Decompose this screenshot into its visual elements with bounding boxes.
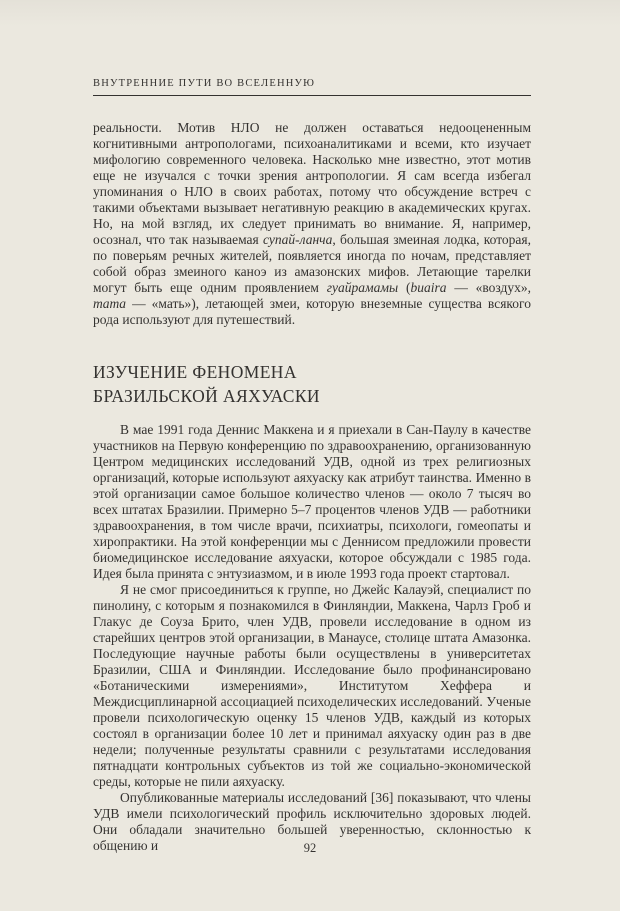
text-run: В мае 1991 года Деннис Маккена и я приехали в Сан-Паулу в качестве участников на Первую конференцию по здравоохранению, организованную Центром медицинских исследований УДВ, одной из трех религиозных организаций, которые используют аяхуаску как атрибут таинства. Именно в этой организации самое большое количество членов — около 7 тысяч во всех штатах Бразилии. Примерно 5–7 процентов членов УДВ — работники здравоохранения, в том числе врачи, психиатры, психологи, гомеопаты и хиропрактики. На этой конференции мы с Деннисом предложили провести биомедицинское исследование аяхуаски, которое обсуждали с 1985 года. Идея была принята с энтузиазмом, и в июле 1993 года проект стартовал.: [93, 422, 531, 581]
body-paragraph: [93, 582, 531, 790]
text-run: (: [398, 280, 411, 295]
text-run: — «мать»), летающей змеи, которую внеземные существа всякого рода используют для путешествий.: [93, 296, 531, 327]
text-run: , большая змеиная лодка, которая, по поверьям речных жителей, появляется иногда по ночам, представляет собой образ змеиного каноэ из амазонских мифов. Летающие тарелки могут быть еще одним проявлением: [93, 232, 531, 295]
page-body: [93, 120, 531, 854]
page-header: [93, 78, 531, 96]
section-heading: ИЗУЧЕНИЕ ФЕНОМЕНА БРАЗИЛЬСКОЙ АЯХУАСКИ: [93, 362, 320, 406]
page-number: 92: [303, 841, 317, 855]
body-paragraph: [93, 120, 531, 328]
running-head: ВНУТРЕННИЕ ПУТИ ВО ВСЕЛЕННУЮ: [93, 78, 316, 89]
text-run: — «воздух»,: [446, 280, 532, 295]
text-run: реальности. Мотив НЛО не должен оставаться недооцененным когнитивными антропологами, психоаналитиками и всеми, кто изучает мифологию современного человека. Насколько мне известно, этот мотив еще не изучался с точки зрения антропологии. Я сам всегда избегал упоминания о НЛО в своих работах, потому что обсуждение встреч с такими объектами вызывает негативную реакцию в академических кругах. Но, на мой взгляд, их следует принимать во внимание. Я, например, осознал, что так называемая: [93, 120, 531, 247]
italic-run: супай-ланча: [263, 232, 333, 247]
header-rule: [93, 95, 531, 96]
text-run: Я не смог присоединиться к группе, но Джейс Калауэй, специалист по пинолину, с которым я познакомился в Финляндии, Маккена, Чарлз Гроб и Глакус де Соуза Брито, член УДВ, провели исследование в одном из старейших центров этой организации, в Манаусе, столице штата Амазонка. Последующие научные работы были осуществлены в университетах Бразилии, США и Финляндии. Исследование было профинансировано «Ботаническими измерениями», Институтом Хеффера и Междисциплинарной ассоциацией психоделических исследований. Ученые провели психологическую оценку 15 членов УДВ, каждый из которых состоял в организации более 10 лет и принимал аяхуаску один раз в две недели; полученные результаты сравнили с результатами исследования пятнадцати контрольных субъектов из той же социально-экономической среды, которые не пили аяхуаску.: [93, 582, 531, 789]
italic-run: гуайрамамы: [326, 280, 399, 295]
text-run: Опубликованные материалы исследований [36] показывают, что члены УДВ имели психологический профиль исключительно здоровых людей. Они обладали значительно большей уверенностью, склонностью к общению и: [93, 790, 531, 853]
body-paragraph: [93, 422, 531, 582]
italic-run: buaira: [410, 280, 447, 295]
italic-run: mama: [93, 296, 126, 311]
